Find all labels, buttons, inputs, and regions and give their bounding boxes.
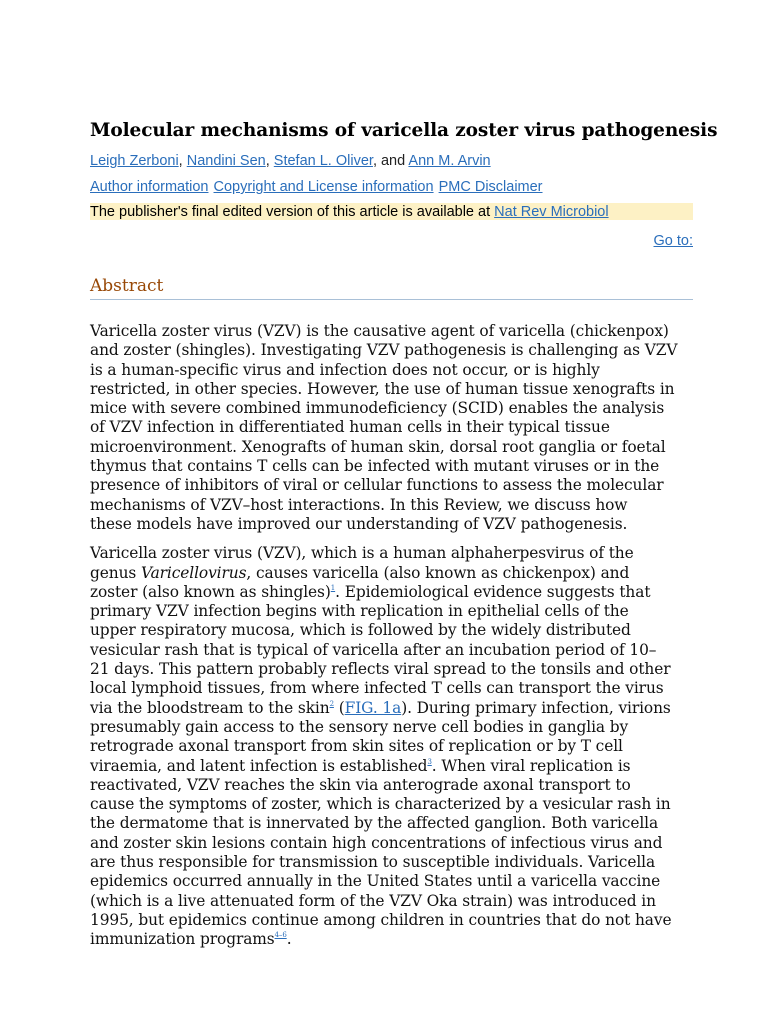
author-link[interactable]: Stefan L. Oliver [273, 153, 373, 169]
text-line: presumably gain access to the sensory nerve cell bodies in ganglia by [90, 717, 629, 736]
article-title: Molecular mechanisms of varicella zoster virus pathogenesis [90, 120, 718, 141]
text-line: zoster (also known as shingles)$^1$. Epidemiological evidence suggests that [90, 582, 651, 601]
abstract-paragraph [90, 322, 693, 534]
text-line: 1995, but epidemics continue among children in countries that do not have [90, 910, 672, 929]
intro-paragraph [90, 544, 693, 949]
text-line: microenvironment. Xenografts of human skin, dorsal root ganglia or foetal [90, 437, 666, 456]
text-line: genus Varicellovirus, causes varicella (also known as chickenpox) and [90, 563, 630, 582]
text-line: Varicella zoster virus (VZV) is the causative agent of varicella (chickenpox) [90, 322, 669, 340]
reference-link[interactable]: 1 [330, 583, 336, 592]
publisher-notice-text: The publisher's final edited version of this article is available at [90, 204, 495, 220]
author-separator: , and [372, 153, 409, 169]
journal-link[interactable]: Nat Rev Microbiol [494, 204, 609, 220]
author-link[interactable]: Ann M. Arvin [408, 153, 491, 169]
author-separator: , [178, 153, 187, 169]
copyright-license-link[interactable]: Copyright and License information [213, 179, 434, 195]
author-link[interactable]: Leigh Zerboni [90, 153, 179, 169]
text-line: primary VZV infection begins with replication in epithelial cells of the [90, 602, 629, 621]
goto-row [90, 231, 693, 251]
genus-name: Varicellovirus [140, 563, 247, 582]
figure-link[interactable]: FIG. 1a [344, 698, 402, 717]
text-line: reactivated, VZV reaches the skin via anterograde axonal transport to [90, 775, 631, 794]
goto-link[interactable]: Go to: [653, 233, 693, 249]
author-information-link[interactable]: Author information [90, 179, 209, 195]
text-line: and zoster skin lesions contain high concentrations of infectious virus and [90, 833, 663, 852]
text-line: local lymphoid tissues, from where infected T cells can transport the virus [90, 679, 664, 698]
publisher-notice [90, 203, 693, 220]
text-line: the dermatome that is innervated by the affected ganglion. Both varicella [90, 814, 659, 833]
text-line: these models have improved our understanding of VZV pathogenesis. [90, 514, 628, 533]
text-line: vesicular rash that is typical of varicella after an incubation period of 10– [90, 640, 657, 659]
text-line: viraemia, and latent infection is established$^3$. When viral replication is [90, 756, 631, 775]
text-line: of VZV infection in differentiated human cells in their typical tissue [90, 418, 610, 437]
text-line: via the bloodstream to the skin$^2$ (FIG. 1a). During primary infection, virions [90, 698, 671, 717]
text-line: is a human-specific virus and infection does not occur, or is highly [90, 360, 600, 379]
abstract-heading: Abstract [90, 275, 693, 300]
text-line: upper respiratory mucosa, which is followed by the widely distributed [90, 621, 631, 640]
text-line: Varicella zoster virus (VZV), which is a human alphaherpesvirus of the [90, 544, 634, 563]
article-page [90, 118, 718, 950]
text-line: and zoster (shingles). Investigating VZV pathogenesis is challenging as VZV [90, 341, 678, 360]
text-line: epidemics occurred annually in the United States until a varicella vaccine [90, 872, 661, 891]
pmc-disclaimer-link[interactable]: PMC Disclaimer [438, 179, 543, 195]
text-line: are thus responsible for transmission to susceptible individuals. Varicella [90, 853, 656, 872]
reference-link[interactable]: 3 [427, 757, 432, 766]
author-separator: , [265, 153, 274, 169]
reference-link[interactable]: 2 [329, 699, 334, 708]
text-line: retrograde axonal transport from skin sites of replication or by T cell [90, 737, 623, 756]
author-list [90, 151, 693, 171]
article-meta-links [90, 177, 693, 197]
text-line: thymus that contains T cells can be infected with mutant viruses or in the [90, 457, 660, 476]
author-link[interactable]: Nandini Sen [186, 153, 266, 169]
text-line: (which is a live attenuated form of the VZV Oka strain) was introduced in [90, 891, 656, 910]
text-line: presence of inhibitors of viral or cellular functions to assess the molecular [90, 476, 664, 495]
reference-link[interactable]: 4–6 [274, 931, 287, 940]
text-line: immunization programs$^{4-6}$. [90, 930, 292, 949]
text-line: mice with severe combined immunodeficiency (SCID) enables the analysis [90, 399, 665, 418]
text-line: mechanisms of VZV–host interactions. In this Review, we discuss how [90, 495, 628, 514]
text-line: restricted, in other species. However, the use of human tissue xenografts in [90, 379, 675, 398]
text-line: cause the symptoms of zoster, which is characterized by a vesicular rash in [90, 795, 671, 814]
text-line: 21 days. This pattern probably reflects viral spread to the tonsils and other [90, 660, 671, 679]
